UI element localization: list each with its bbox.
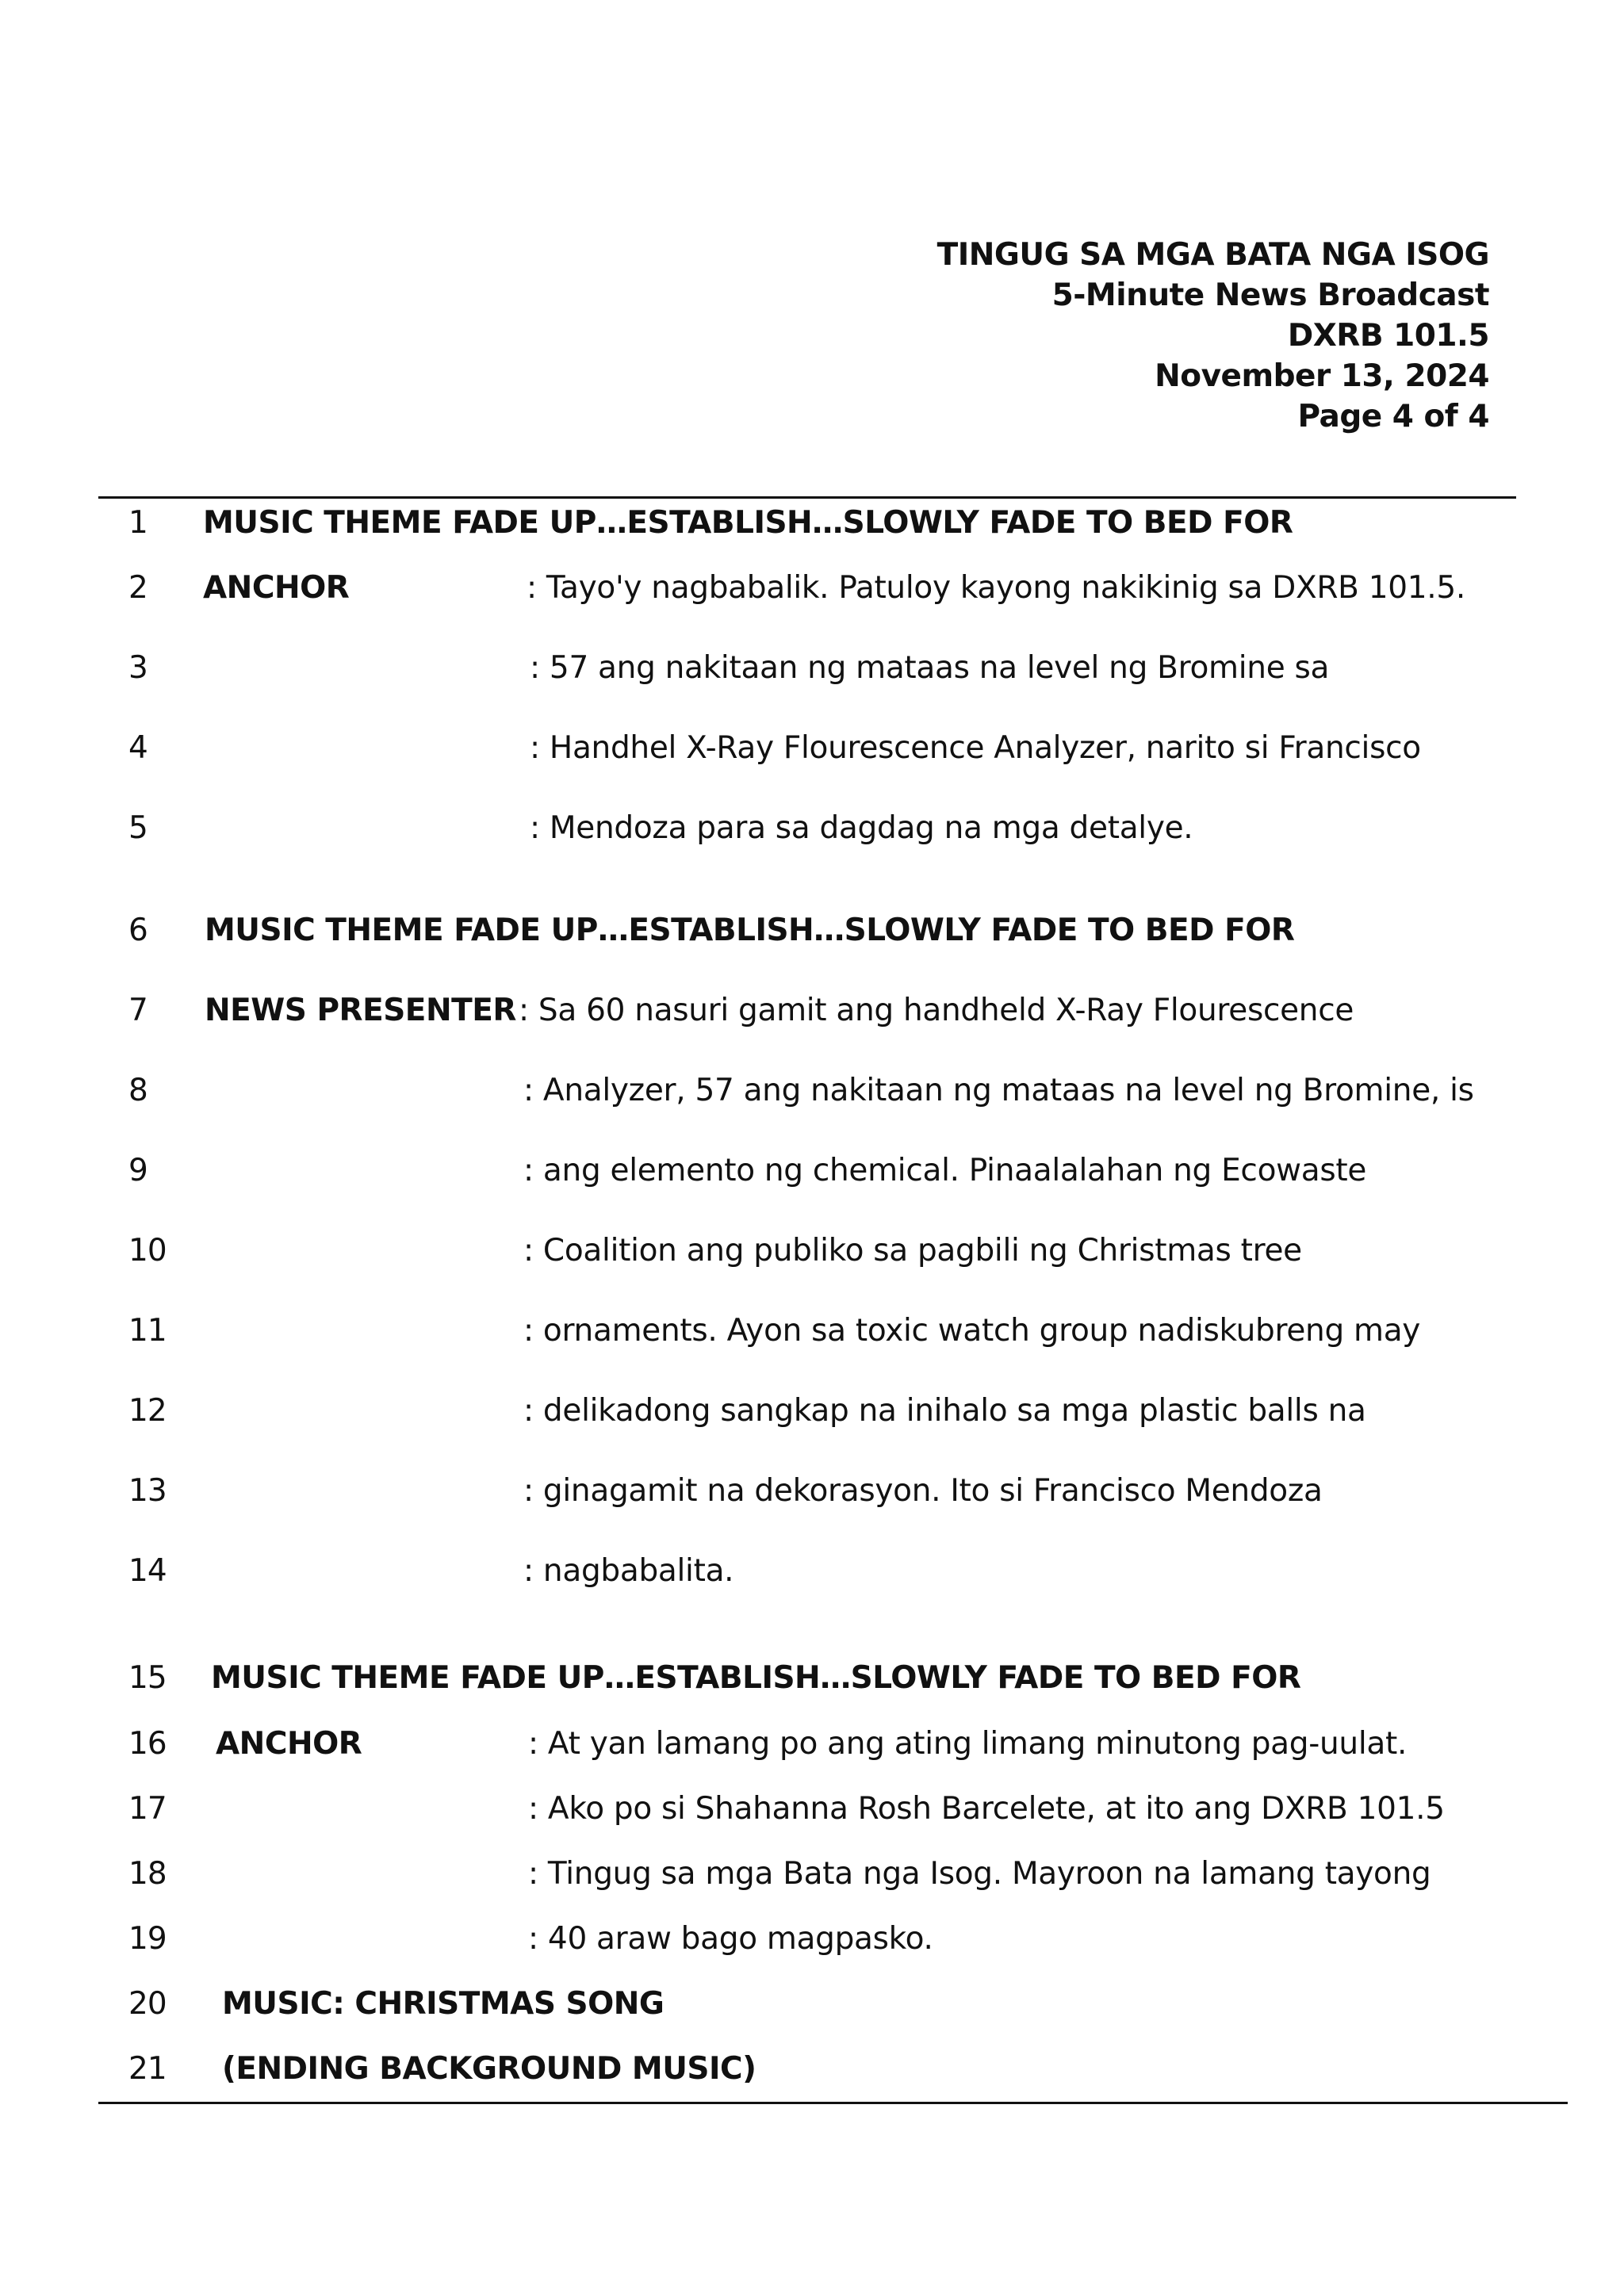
script-line — [0, 805, 1624, 852]
line-number: 15 — [128, 1660, 167, 1696]
cue-label: MUSIC THEME FADE UP…ESTABLISH…SLOWLY FADE TO BED FOR — [205, 913, 1295, 948]
script-line — [0, 1980, 1624, 2028]
line-number: 6 — [128, 913, 147, 948]
script-line — [0, 1785, 1624, 1833]
script-line — [0, 2045, 1624, 2093]
line-number: 1 — [128, 505, 147, 541]
cue-label: (ENDING BACKGROUND MUSIC) — [222, 2051, 756, 2087]
speech-text: : ornaments. Ayon sa toxic watch group nadiskubreng may — [523, 1313, 1421, 1349]
line-number: 12 — [128, 1393, 167, 1429]
broadcast-format: 5-Minute News Broadcast — [1051, 277, 1489, 313]
speaker-label: ANCHOR — [216, 1726, 362, 1762]
script-line — [0, 1227, 1624, 1275]
script-line — [0, 499, 1624, 547]
script-line — [0, 1147, 1624, 1195]
cue-label: MUSIC THEME FADE UP…ESTABLISH…SLOWLY FADE TO BED FOR — [211, 1660, 1301, 1696]
speech-text: : Analyzer, 57 ang nakitaan ng mataas na level ng Bromine, is — [523, 1073, 1474, 1108]
program-title: TINGUG SA MGA BATA NGA ISOG — [936, 237, 1489, 273]
speech-text: : At yan lamang po ang ating limang minutong pag-uulat. — [528, 1726, 1408, 1762]
broadcast-date: November 13, 2024 — [1155, 358, 1489, 394]
speaker-label: ANCHOR — [203, 570, 350, 606]
cue-label: MUSIC: CHRISTMAS SONG — [222, 1986, 665, 2022]
speech-text: : Tayo'y nagbabalik. Patuloy kayong nakikinig sa DXRB 101.5. — [527, 570, 1465, 606]
script-line — [0, 1067, 1624, 1115]
script-line — [0, 725, 1624, 772]
speech-text: : Ako po si Shahanna Rosh Barcelete, at ito ang DXRB 101.5 — [528, 1791, 1445, 1827]
line-number: 13 — [128, 1473, 167, 1509]
script-line — [0, 1850, 1624, 1898]
speaker-label: NEWS PRESENTER — [205, 993, 516, 1028]
speech-text: : Tingug sa mga Bata nga Isog. Mayroon na lamang tayong — [528, 1856, 1431, 1892]
line-number: 19 — [128, 1921, 167, 1957]
station-id: DXRB 101.5 — [1287, 318, 1489, 354]
line-number: 14 — [128, 1553, 167, 1589]
script-line — [0, 1655, 1624, 1702]
line-number: 3 — [128, 650, 147, 686]
page-number: Page 4 of 4 — [1297, 399, 1489, 434]
bottom-divider — [98, 2102, 1568, 2104]
speech-text: : Mendoza para sa dagdag na mga detalye. — [530, 810, 1193, 846]
script-line — [0, 1307, 1624, 1355]
speech-text: : Handhel X-Ray Flourescence Analyzer, narito si Francisco — [530, 730, 1421, 766]
speech-text: : 40 araw bago magpasko. — [528, 1921, 933, 1957]
script-line — [0, 1720, 1624, 1768]
line-number: 17 — [128, 1791, 167, 1827]
speech-text: : Sa 60 nasuri gamit ang handheld X-Ray Flourescence — [519, 993, 1354, 1028]
line-number: 2 — [128, 570, 147, 606]
line-number: 10 — [128, 1233, 167, 1269]
line-number: 7 — [128, 993, 147, 1028]
speech-text: : ang elemento ng chemical. Pinaalalahan ng Ecowaste — [523, 1153, 1367, 1188]
line-number: 9 — [128, 1153, 147, 1188]
speech-text: : ginagamit na dekorasyon. Ito si Francisco Mendoza — [523, 1473, 1323, 1509]
speech-text: : nagbabalita. — [523, 1553, 734, 1589]
line-number: 21 — [128, 2051, 167, 2087]
line-number: 4 — [128, 730, 147, 766]
speech-text: : Coalition ang publiko sa pagbili ng Christmas tree — [523, 1233, 1302, 1269]
cue-label: MUSIC THEME FADE UP…ESTABLISH…SLOWLY FADE TO BED FOR — [203, 505, 1293, 541]
script-line — [0, 1548, 1624, 1595]
top-divider — [98, 496, 1516, 499]
script-line — [0, 1387, 1624, 1435]
line-number: 5 — [128, 810, 147, 846]
script-line — [0, 987, 1624, 1035]
line-number: 11 — [128, 1313, 167, 1349]
script-line — [0, 1915, 1624, 1963]
script-line — [0, 645, 1624, 692]
script-header — [937, 235, 1489, 437]
script-line — [0, 1468, 1624, 1515]
speech-text: : 57 ang nakitaan ng mataas na level ng Bromine sa — [530, 650, 1330, 686]
line-number: 18 — [128, 1856, 167, 1892]
script-line — [0, 564, 1624, 612]
speech-text: : delikadong sangkap na inihalo sa mga plastic balls na — [523, 1393, 1366, 1429]
line-number: 20 — [128, 1986, 167, 2022]
line-number: 8 — [128, 1073, 147, 1108]
script-line — [0, 907, 1624, 955]
line-number: 16 — [128, 1726, 167, 1762]
